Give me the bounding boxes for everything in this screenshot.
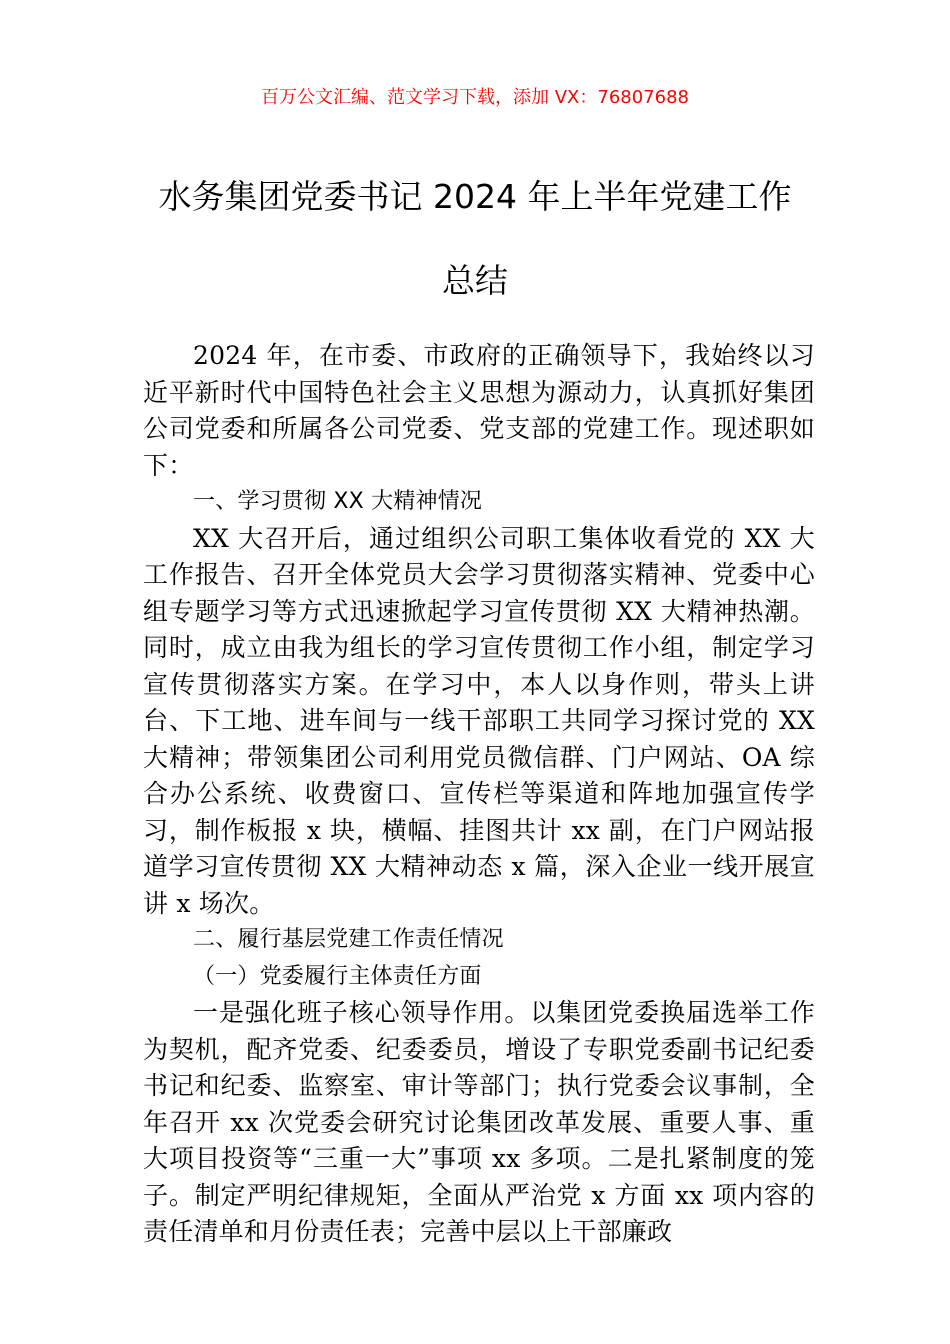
section-heading-1: 一、学习贯彻 XX 大精神情况 bbox=[193, 489, 483, 514]
paragraph-intro: 2024 年，在市委、市政府的正确领导下，我始终以习近平新时代中国特色社会主义思想为源动力，认真抓好集团公司党委和所属各公司党委、党支部的党建工作。现述职如下： bbox=[143, 341, 815, 480]
section-heading-2: 二、履行基层党建工作责任情况 bbox=[193, 927, 504, 952]
paragraph-subsection-1: 一是强化班子核心领导作用。以集团党委换届选举工作为契机，配齐党委、纪委委员，增设了专职党委副书记纪委书记和纪委、监察室、审计等部门；执行党委会议事制，全年召开 xx 次党委会研究讨论集团改革发展、重要人事、重大项目投资等“三重一大”事项 xx 多项。二是扎紧制度的笼子。制定严明纪律规矩，全面从严治党 x 方面 xx 项内容的责任清单和月份责任表；完善中层以上干部廉政 bbox=[143, 998, 815, 1246]
document-body bbox=[143, 338, 815, 1251]
title-line-2: 总结 bbox=[442, 261, 508, 300]
header-note: 百万公文汇编、范文学习下载，添加 VX：76807688 bbox=[261, 87, 689, 108]
subsection-heading-1: （一）党委履行主体责任方面 bbox=[193, 963, 482, 989]
paragraph-section-1: XX 大召开后，通过组织公司职工集体收看党的 XX 大工作报告、召开全体党员大会学习贯彻落实精神、党委中心组专题学习等方式迅速掀起学习宣传贯彻 XX 大精神热潮。同时，成立由我为组长的学习宣传贯彻工作小组，制定学习宣传贯彻落实方案。在学习中，本人以身作则，带头上讲台、下工地、进车间与一线干部职工共同学习探讨党的 XX 大精神；带领集团公司利用党员微信群、门户网站、OA 综合办公系统、收费窗口、宣传栏等渠道和阵地加强宣传学习，制作板报 x 块，横幅、挂图共计 xx 副，在门户网站报道学习宣传贯彻 XX 大精神动态 x 篇，深入企业一线开展宣讲 x 场次。 bbox=[143, 523, 815, 918]
document-title bbox=[100, 176, 850, 344]
title-line-1: 水务集团党委书记 2024 年上半年党建工作 bbox=[158, 177, 792, 216]
